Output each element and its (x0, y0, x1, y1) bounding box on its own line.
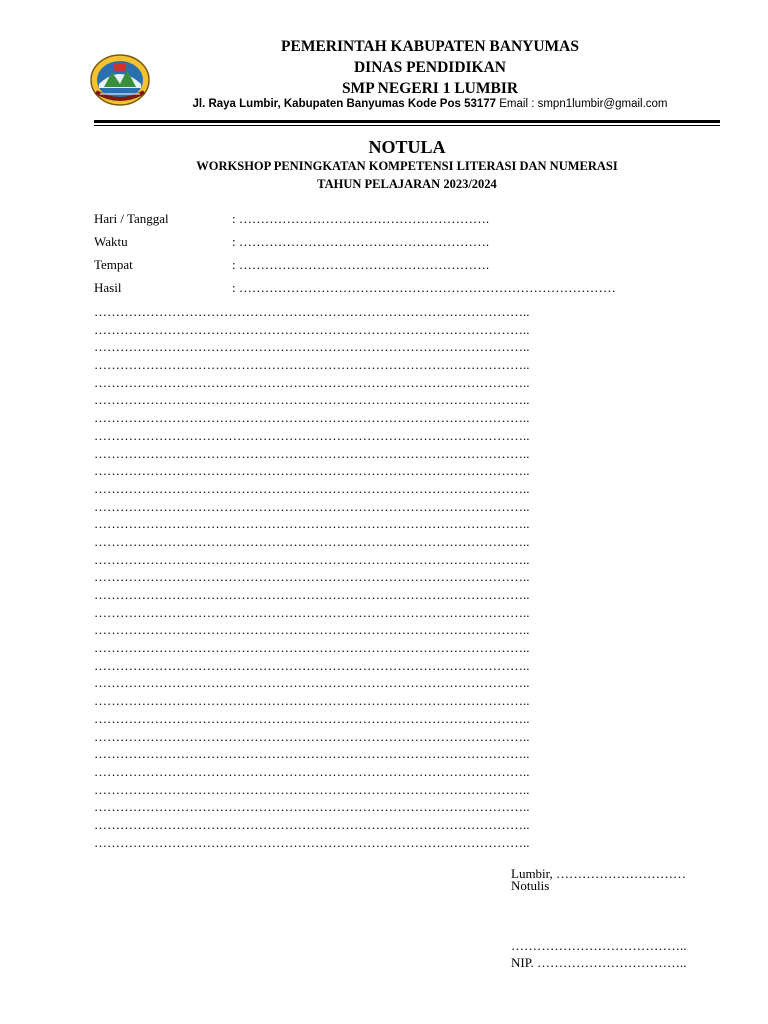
dotted-line: ……………………………………………………………………………………….. (94, 693, 530, 709)
dotted-line: ……………………………………………………………………………………….. (94, 710, 530, 726)
department-name: DINAS PENDIDIKAN (353, 59, 506, 76)
dotted-line: ……………………………………………………………………………………….. (94, 604, 530, 620)
field-value: : …………………………………………………. (232, 234, 490, 249)
dotted-line: ……………………………………………………………………………………….. (94, 374, 530, 390)
dotted-line: ……………………………………………………………………………………….. (94, 746, 530, 762)
field-value: : …………………………………………………………………………… (232, 280, 616, 295)
dotted-line: ……………………………………………………………………………………….. (94, 445, 530, 461)
dotted-line: ……………………………………………………………………………………….. (94, 321, 530, 337)
field-label: Hasil (94, 280, 122, 295)
dotted-line: ……………………………………………………………………………………….. (94, 728, 530, 744)
field-label: Tempat (94, 257, 133, 272)
dotted-line: ……………………………………………………………………………………….. (94, 781, 530, 797)
signature-role: Notulis (511, 878, 550, 893)
result-dotted-lines (94, 303, 724, 851)
school-address (150, 98, 710, 110)
signature-place-date: Lumbir, ………………………… (511, 866, 686, 881)
dotted-line: ……………………………………………………………………………………….. (94, 551, 530, 567)
dotted-line: ……………………………………………………………………………………….. (94, 657, 530, 673)
address-text: Jl. Raya Lumbir, Kabupaten Banyumas Kode Pos 53177 (192, 98, 497, 110)
regency-emblem-icon (90, 54, 150, 106)
letterhead-divider-thick (94, 120, 720, 123)
email-text: Email : smpn1lumbir@gmail.com (496, 98, 668, 110)
dotted-line: ……………………………………………………………………………………….. (94, 516, 530, 532)
field-value: : …………………………………………………. (232, 257, 490, 272)
dotted-line: ……………………………………………………………………………………….. (94, 622, 530, 638)
dotted-line: ……………………………………………………………………………………….. (94, 304, 530, 319)
field-value: : …………………………………………………. (232, 211, 490, 226)
field-place (94, 257, 720, 275)
dotted-line: ……………………………………………………………………………………….. (94, 675, 530, 691)
dotted-line: ……………………………………………………………………………………….. (94, 816, 530, 832)
dotted-line: ……………………………………………………………………………………….. (94, 533, 530, 549)
dotted-line: ……………………………………………………………………………………….. (94, 640, 530, 656)
dotted-line: ……………………………………………………………………………………….. (94, 410, 530, 426)
field-label: Waktu (94, 234, 128, 249)
document-title: NOTULA (368, 137, 446, 157)
dotted-line: ……………………………………………………………………………………….. (94, 763, 530, 779)
dotted-line: ……………………………………………………………………………………….. (94, 587, 530, 602)
dotted-line: ……………………………………………………………………………………….. (94, 339, 530, 355)
field-label: Hari / Tanggal (94, 211, 169, 226)
dotted-line: ……………………………………………………………………………………….. (94, 463, 530, 479)
letterhead-divider-thin (94, 125, 720, 126)
document-subtitle: WORKSHOP PENINGKATAN KOMPETENSI LITERASI DAN NUMERASI (196, 159, 618, 173)
signature-name-line: ………………………………….. (511, 938, 687, 953)
field-day-date (94, 211, 720, 229)
dotted-line: ……………………………………………………………………………………….. (94, 480, 530, 496)
field-result (94, 280, 720, 298)
government-name: PEMERINTAH KABUPATEN BANYUMAS (281, 38, 579, 55)
dotted-line: ……………………………………………………………………………………….. (94, 498, 530, 514)
dotted-line: ……………………………………………………………………………………….. (94, 392, 530, 408)
dotted-line: ……………………………………………………………………………………….. (94, 569, 530, 585)
signature-nip: NIP. …………………………….. (511, 955, 687, 970)
dotted-line: ……………………………………………………………………………………….. (94, 427, 530, 443)
field-time (94, 234, 720, 252)
dotted-line: ……………………………………………………………………………………….. (94, 834, 530, 850)
school-name: SMP NEGERI 1 LUMBIR (341, 80, 519, 97)
dotted-line: ……………………………………………………………………………………….. (94, 357, 530, 373)
dotted-line: ……………………………………………………………………………………….. (94, 799, 530, 815)
academic-year: TAHUN PELAJARAN 2023/2024 (317, 177, 497, 191)
